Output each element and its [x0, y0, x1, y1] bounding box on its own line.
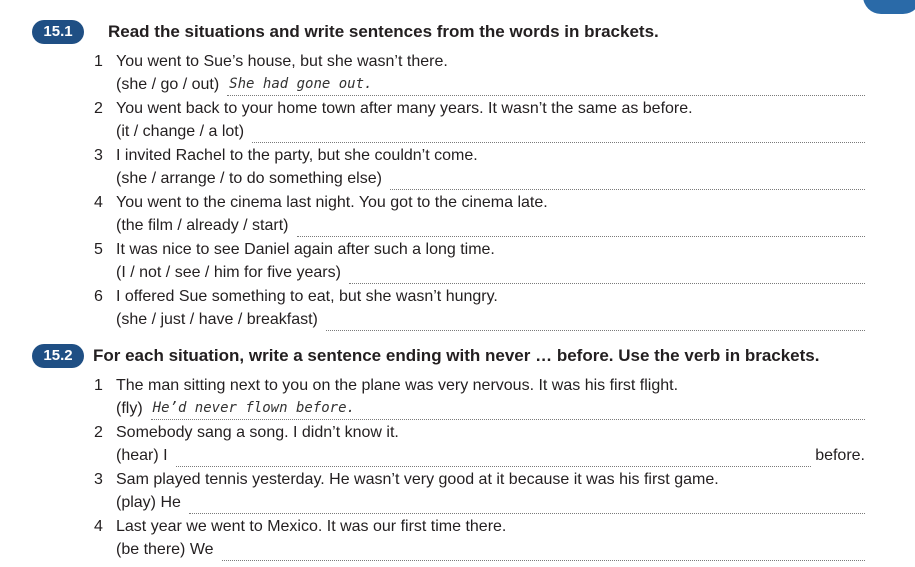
item-prompt-line	[116, 167, 865, 190]
item-number: 2	[94, 424, 103, 441]
item-number: 1	[94, 377, 103, 394]
item-prompt-line	[116, 120, 865, 143]
item-situation: Last year we went to Mexico. It was our first time there.	[116, 518, 507, 535]
item-number: 4	[94, 194, 103, 211]
answer-field[interactable]	[189, 492, 865, 514]
exercise-item	[0, 374, 915, 421]
answer-field[interactable]	[326, 309, 865, 331]
exercise-item	[0, 50, 915, 97]
item-prompt: (she / arrange / to do something else)	[116, 170, 382, 187]
answer-field[interactable]: She had gone out.	[227, 74, 865, 96]
exercise-header	[0, 20, 915, 46]
exercise-header	[0, 344, 915, 370]
item-situation: I invited Rachel to the party, but she couldn’t come.	[116, 147, 478, 164]
item-situation: I offered Sue something to eat, but she wasn’t hungry.	[116, 288, 498, 305]
exercise-item	[0, 468, 915, 515]
corner-tab	[863, 0, 915, 14]
exercise-number-badge: 15.1	[32, 20, 84, 44]
instruction-keyword: never … before	[485, 346, 609, 365]
exercise-15-1	[0, 20, 915, 332]
answer-field[interactable]	[176, 445, 812, 467]
exercise-instruction: Read the situations and write sentences from the words in brackets.	[108, 22, 659, 41]
item-situation: You went to Sue’s house, but she wasn’t there.	[116, 53, 448, 70]
exercise-15-2	[0, 344, 915, 562]
answer-field[interactable]	[222, 539, 865, 561]
exercise-item	[0, 191, 915, 238]
item-prompt-line	[116, 444, 865, 467]
item-number: 5	[94, 241, 103, 258]
item-prompt: (play) He	[116, 494, 181, 511]
item-prompt: (she / go / out)	[116, 76, 220, 93]
item-situation: Sam played tennis yesterday. He wasn’t very good at it because it was his first game.	[116, 471, 719, 488]
item-situation: The man sitting next to you on the plane was very nervous. It was his first flight.	[116, 377, 679, 394]
item-prompt: (be there) We	[116, 541, 214, 558]
item-prompt: (hear) I	[116, 447, 168, 464]
item-number: 1	[94, 53, 103, 70]
exercise-item	[0, 238, 915, 285]
answer-field[interactable]	[297, 215, 866, 237]
exercise-instruction	[93, 344, 819, 368]
item-prompt-line	[116, 491, 865, 514]
exercise-item	[0, 421, 915, 468]
exercise-item	[0, 97, 915, 144]
answer-field[interactable]	[252, 121, 865, 143]
instruction-part: For each situation, write a sentence ending with	[93, 346, 486, 365]
exercise-items	[0, 374, 915, 562]
exercise-item	[0, 285, 915, 332]
item-prompt-line	[116, 397, 865, 420]
item-number: 6	[94, 288, 103, 305]
item-number: 4	[94, 518, 103, 535]
exercise-item	[0, 144, 915, 191]
item-prompt: (the film / already / start)	[116, 217, 289, 234]
item-number: 3	[94, 147, 103, 164]
item-prompt-line	[116, 261, 865, 284]
item-number: 2	[94, 100, 103, 117]
item-prompt-line	[116, 214, 865, 237]
item-prompt-line	[116, 538, 865, 561]
item-prompt: (it / change / a lot)	[116, 123, 245, 140]
item-number: 3	[94, 471, 103, 488]
exercise-item	[0, 515, 915, 562]
item-prompt-line	[116, 73, 865, 96]
answer-field[interactable]	[349, 262, 865, 284]
item-situation: Somebody sang a song. I didn’t know it.	[116, 424, 399, 441]
answer-field[interactable]: He’d never flown before.	[151, 398, 865, 420]
item-prompt: (fly)	[116, 400, 143, 417]
instruction-part: . Use the verb in brackets.	[608, 346, 820, 365]
item-suffix: before.	[815, 447, 865, 464]
item-prompt-line	[116, 308, 865, 331]
exercise-items	[0, 50, 915, 332]
item-situation: You went back to your home town after many years. It wasn’t the same as before.	[116, 100, 693, 117]
answer-field[interactable]	[390, 168, 865, 190]
item-situation: It was nice to see Daniel again after such a long time.	[116, 241, 495, 258]
exercise-number-badge: 15.2	[32, 344, 84, 368]
item-situation: You went to the cinema last night. You got to the cinema late.	[116, 194, 548, 211]
item-prompt: (she / just / have / breakfast)	[116, 311, 318, 328]
item-prompt: (I / not / see / him for five years)	[116, 264, 341, 281]
